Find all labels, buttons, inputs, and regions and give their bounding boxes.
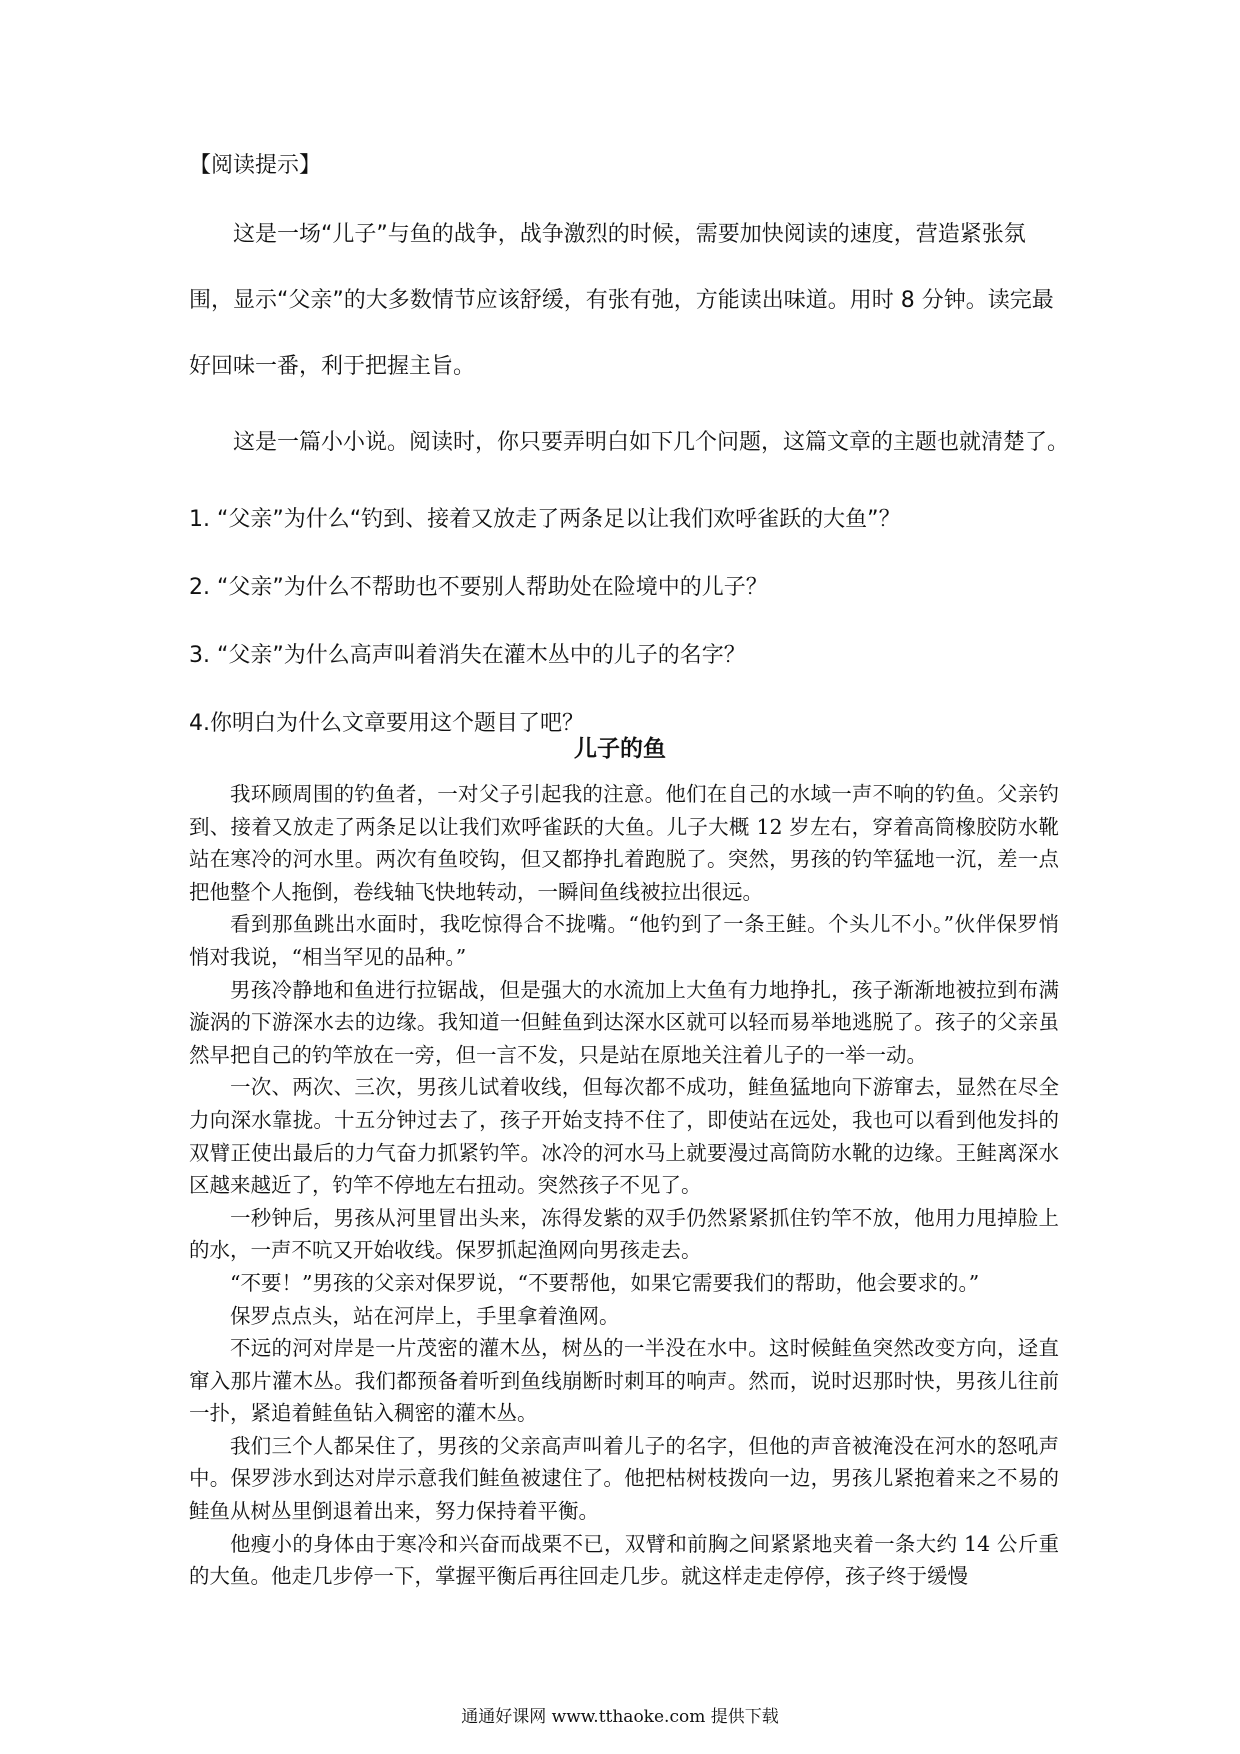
hint-heading: 【阅读提示】 xyxy=(189,153,322,178)
story-paragraph: 不远的河对岸是一片茂密的灌木丛，树丛的一半没在水中。这时候鲑鱼突然改变方向，迳直窜入那片灌木丛。我们都预备着听到鱼线崩断时刺耳的响声。然而，说时迟那时快，男孩儿往前一扑，紧追着鲑鱼钻入稠密的灌木丛。 xyxy=(189,1336,1059,1426)
reading-hint-section xyxy=(189,150,1069,758)
story-paragraph: 男孩冷静地和鱼进行拉锯战，但是强大的水流加上大鱼有力地挣扎，孩子渐渐地被拉到布满漩涡的下游深水去的边缘。我知道一但鲑鱼到达深水区就可以轻而易举地逃脱了。孩子的父亲虽然早把自己的钓竿放在一旁，但一言不发，只是站在原地关注着儿子的一举一动。 xyxy=(189,977,1059,1067)
story-body xyxy=(189,778,1059,1593)
question-item: 4.你明白为什么文章要用这个题目了吧？ xyxy=(189,711,584,736)
story-paragraph: “不要！”男孩的父亲对保罗说，“不要帮他，如果它需要我们的帮助，他会要求的。” xyxy=(230,1270,980,1295)
story-paragraph: 一秒钟后，男孩从河里冒出头来，冻得发紫的双手仍然紧紧抓住钓竿不放，他用力甩掉脸上的水，一声不吭又开始收线。保罗抓起渔网向男孩走去。 xyxy=(189,1205,1059,1263)
story-title: 儿子的鱼 xyxy=(574,736,666,762)
story-paragraph: 我们三个人都呆住了，男孩的父亲高声叫着儿子的名字，但他的声音被淹没在河水的怒吼声中。保罗涉水到达对岸示意我们鲑鱼被逮住了。他把枯树枝拨向一边，男孩儿紧抱着来之不易的鲑鱼从树丛里倒退着出来，努力保持着平衡。 xyxy=(189,1433,1059,1524)
hint-paragraph: 这是一场“儿子”与鱼的战争，战争激烈的时候，需要加快阅读的速度，营造紧张氛围，显示“父亲”的大多数情节应该舒缓，有张有弛，方能读出味道。用时 8 分钟。读完最好回味一番，利于把握主旨。 xyxy=(189,222,1054,379)
question-list xyxy=(189,486,1069,758)
hint-paragraph: 这是一篇小小说。阅读时，你只要弄明白如下几个问题，这篇文章的主题也就清楚了。 xyxy=(233,430,1070,455)
question-item: 1. “父亲”为什么“钓到、接着又放走了两条足以让我们欢呼雀跃的大鱼”？ xyxy=(189,507,901,532)
story-paragraph: 他瘦小的身体由于寒冷和兴奋而战栗不已，双臂和前胸之间紧紧地夹着一条大约 14 公斤重的大鱼。他走几步停一下，掌握平衡后再往回走几步。就这样走走停停，孩子终于缓慢 xyxy=(189,1531,1059,1589)
question-item: 2. “父亲”为什么不帮助也不要别人帮助处在险境中的儿子？ xyxy=(189,575,768,600)
story-paragraph: 一次、两次、三次，男孩儿试着收线，但每次都不成功，鲑鱼猛地向下游窜去，显然在尽全力向深水靠拢。十五分钟过去了，孩子开始支持不住了，即使站在远处，我也可以看到他发抖的双臂正使出最后的力气奋力抓紧钓竿。冰冷的河水马上就要漫过高筒防水靴的边缘。王鲑离深水区越来越近了，钓竿不停地左右扭动。突然孩子不见了。 xyxy=(189,1075,1059,1198)
story-paragraph: 保罗点点头，站在河岸上，手里拿着渔网。 xyxy=(230,1303,620,1328)
story-paragraph: 看到那鱼跳出水面时，我吃惊得合不拢嘴。“他钓到了一条王鲑。个头儿不小。”伙伴保罗悄悄对我说，“相当罕见的品种。” xyxy=(189,912,1059,969)
question-item: 3. “父亲”为什么高声叫着消失在灌木丛中的儿子的名字？ xyxy=(189,643,746,668)
page-footer: 通通好课网 www.tthaoke.com 提供下载 xyxy=(461,1707,779,1727)
story-paragraph: 我环顾周围的钓鱼者，一对父子引起我的注意。他们在自己的水域一声不响的钓鱼。父亲钓到、接着又放走了两条足以让我们欢呼雀跃的大鱼。儿子大概 12 岁左右，穿着高筒橡胶防水靴站在寒冷的河水里。两次有鱼咬钩，但又都挣扎着跑脱了。突然，男孩的钓竿猛地一沉，差一点把他整个人拖倒，卷线轴飞快地转动，一瞬间鱼线被拉出很远。 xyxy=(189,782,1059,904)
